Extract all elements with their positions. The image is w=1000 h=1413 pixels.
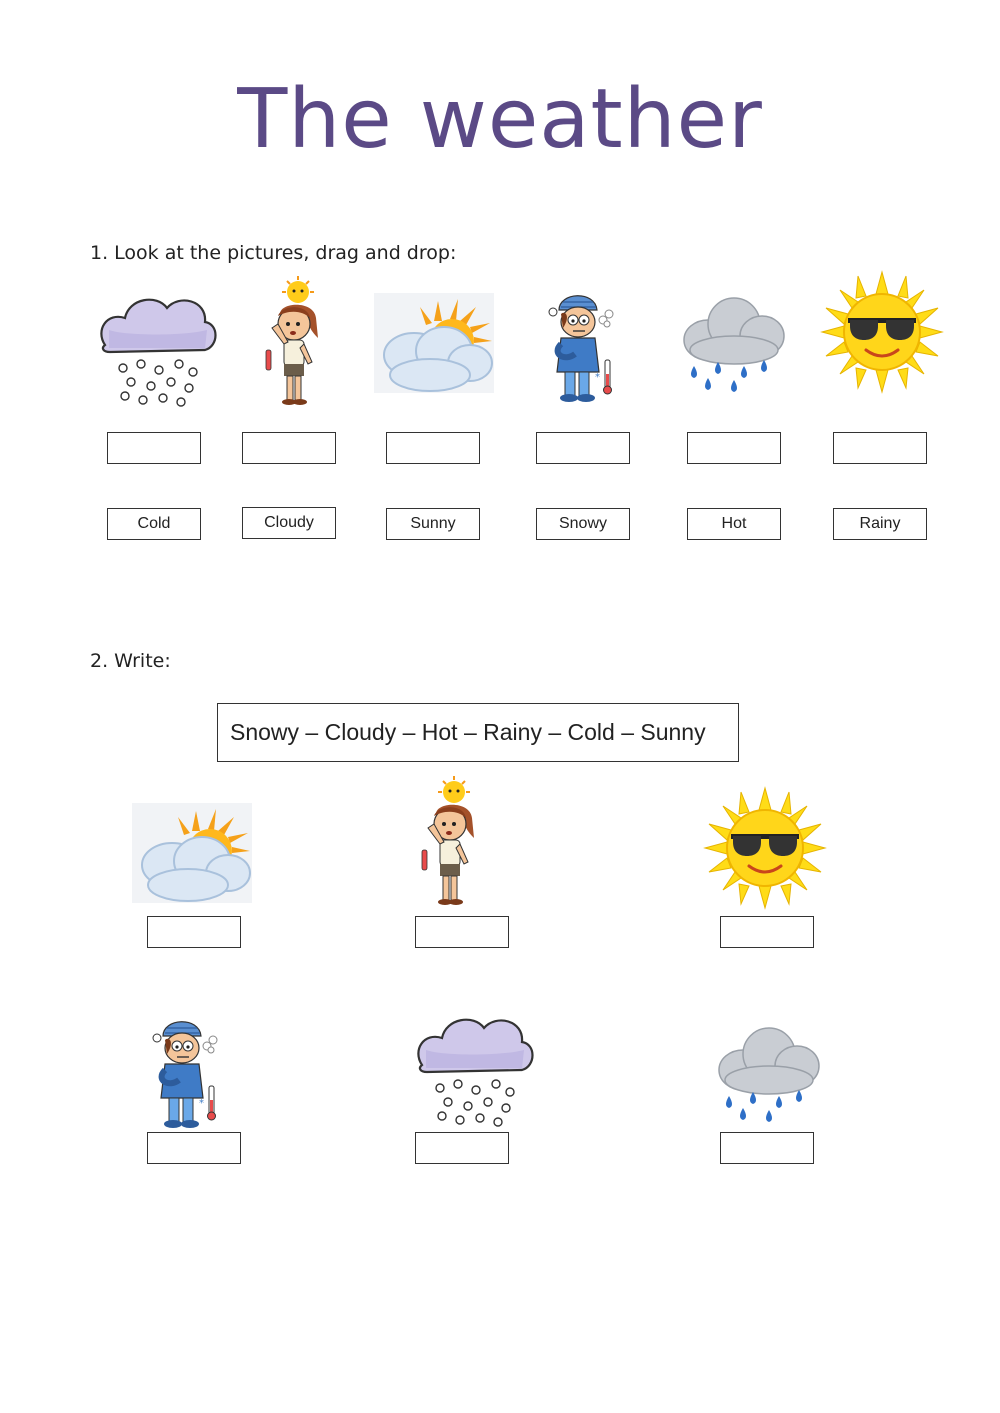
write-box-6[interactable] xyxy=(720,1132,814,1164)
cloudy-sun-icon xyxy=(374,293,494,393)
write-box-4[interactable] xyxy=(147,1132,241,1164)
write-box-3[interactable] xyxy=(720,916,814,948)
drop-box-1[interactable] xyxy=(107,432,201,464)
instruction-2: 2. Write: xyxy=(90,650,171,672)
drag-word-snowy[interactable]: Snowy xyxy=(536,508,630,540)
rain-cloud-icon xyxy=(678,288,788,398)
write-box-2[interactable] xyxy=(415,916,509,948)
instruction-1: 1. Look at the pictures, drag and drop: xyxy=(90,242,457,264)
drag-word-cloudy[interactable]: Cloudy xyxy=(242,507,336,539)
hot-girl-icon xyxy=(258,280,338,405)
drag-word-hot[interactable]: Hot xyxy=(687,508,781,540)
cloudy-sun-icon xyxy=(132,803,252,903)
rain-cloud-icon xyxy=(713,1018,823,1128)
drop-box-5[interactable] xyxy=(687,432,781,464)
word-bank: Snowy – Cloudy – Hot – Rainy – Cold – Sunny xyxy=(217,703,739,762)
drop-box-2[interactable] xyxy=(242,432,336,464)
sun-sunglasses-icon xyxy=(705,788,825,908)
sun-sunglasses-icon xyxy=(822,272,942,392)
write-box-1[interactable] xyxy=(147,916,241,948)
snow-cloud-icon xyxy=(412,1010,532,1130)
hot-girl-icon xyxy=(414,780,494,905)
snow-cloud-icon xyxy=(95,290,215,410)
cold-boy-icon xyxy=(145,1010,230,1130)
drop-box-6[interactable] xyxy=(833,432,927,464)
drag-word-sunny[interactable]: Sunny xyxy=(386,508,480,540)
drop-box-4[interactable] xyxy=(536,432,630,464)
drag-word-rainy[interactable]: Rainy xyxy=(833,508,927,540)
drop-box-3[interactable] xyxy=(386,432,480,464)
cold-boy-icon xyxy=(541,284,626,404)
write-box-5[interactable] xyxy=(415,1132,509,1164)
drag-word-cold[interactable]: Cold xyxy=(107,508,201,540)
page-title: The weather xyxy=(237,72,763,167)
